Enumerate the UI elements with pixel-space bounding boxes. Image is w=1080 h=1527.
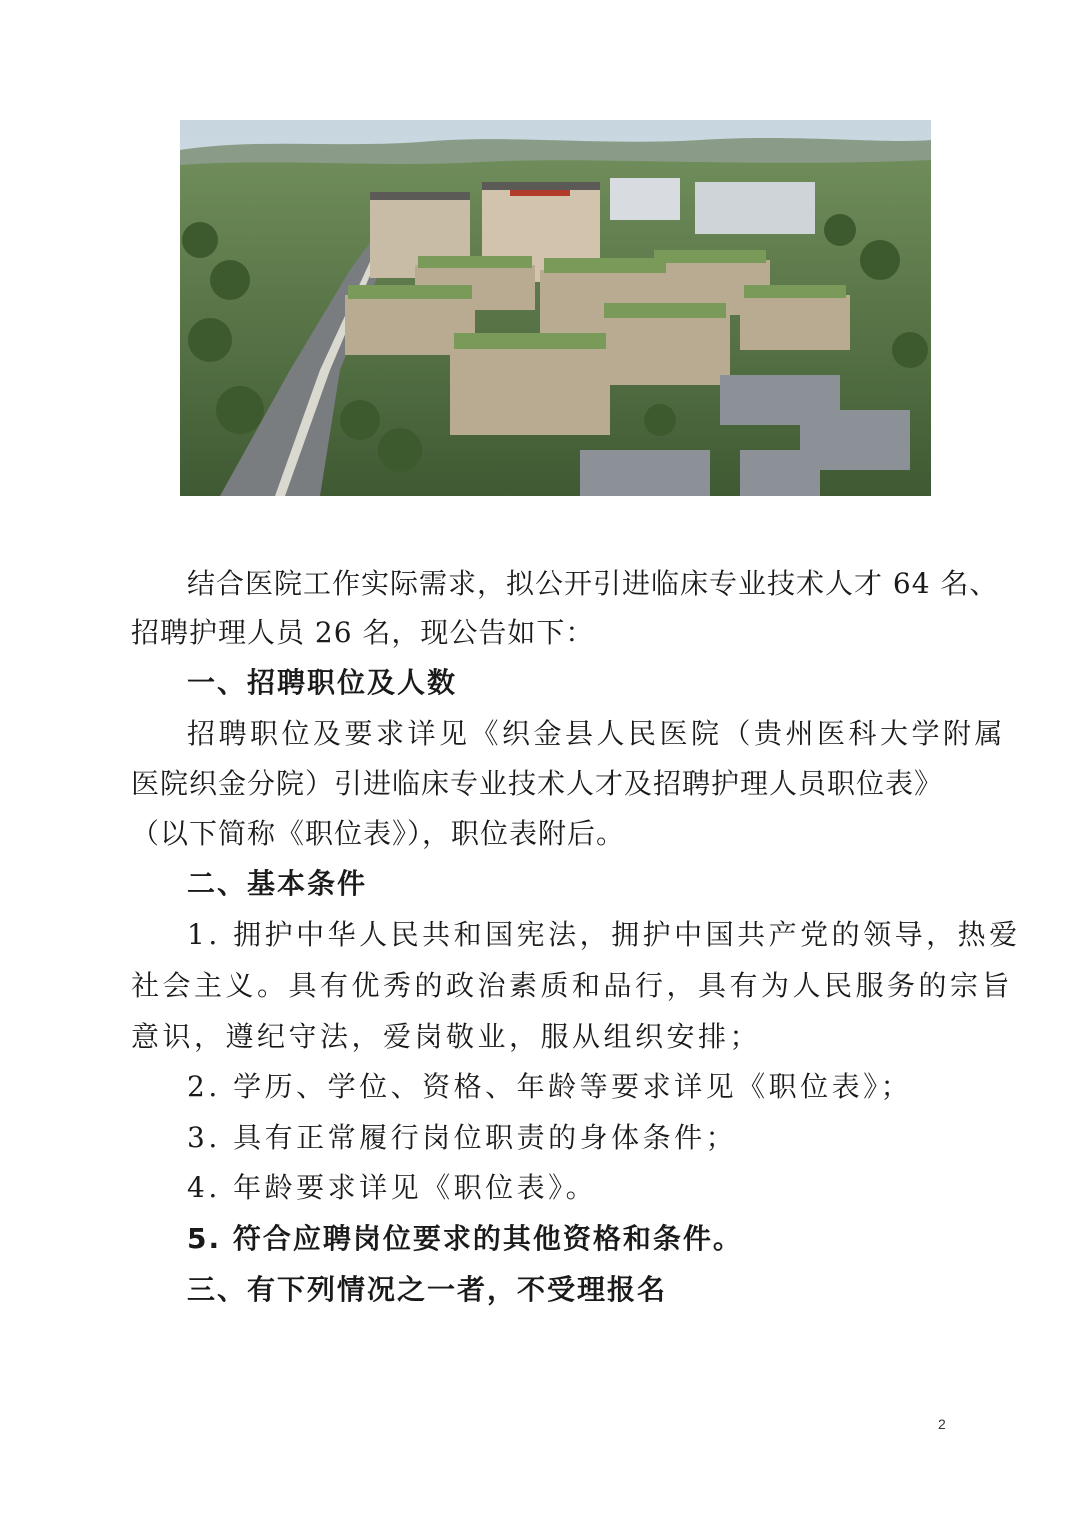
condition-1-line-1: 1. 拥护中华人民共和国宪法，拥护中国共产党的领导，热爱	[187, 918, 1021, 951]
section-2-heading: 二、基本条件	[187, 867, 368, 900]
condition-1-line-3: 意识，遵纪守法，爱岗敬业，服从组织安排；	[131, 1020, 762, 1053]
section-1-line-3: （以下简称《职位表》），职位表附后。	[131, 817, 626, 850]
hospital-rendering-photo	[180, 120, 931, 496]
condition-1-line-2: 社会主义。具有优秀的政治素质和品行，具有为人民服务的宗旨	[131, 969, 1014, 1002]
condition-3: 3. 具有正常履行岗位职责的身体条件；	[187, 1121, 738, 1154]
intro-line-1: 结合医院工作实际需求，拟公开引进临床专业技术人才 64 名、	[187, 567, 999, 600]
page-number: 2	[938, 1416, 946, 1432]
section-1-line-1: 招聘职位及要求详见《织金县人民医院（贵州医科大学附属	[187, 717, 1007, 750]
condition-5: 5. 符合应聘岗位要求的其他资格和条件。	[187, 1222, 743, 1255]
condition-4: 4. 年龄要求详见《职位表》。	[187, 1171, 598, 1204]
condition-2: 2. 学历、学位、资格、年龄等要求详见《职位表》；	[187, 1070, 913, 1103]
section-1-heading: 一、招聘职位及人数	[187, 666, 458, 699]
section-1-line-2: 医院织金分院）引进临床专业技术人才及招聘护理人员职位表》	[131, 767, 944, 800]
section-3-heading: 三、有下列情况之一者，不受理报名	[187, 1273, 668, 1306]
intro-line-2: 招聘护理人员 26 名，现公告如下：	[131, 616, 595, 649]
